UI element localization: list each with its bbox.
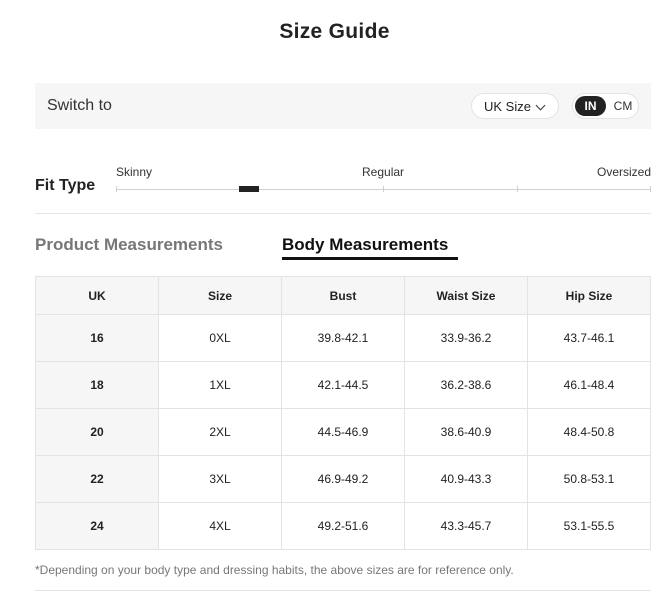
cell-bust: 44.5-46.9 — [282, 409, 405, 456]
fit-scale-tick — [517, 186, 518, 192]
cell-waist: 36.2-38.6 — [405, 362, 528, 409]
active-tab-indicator — [282, 257, 458, 260]
header-waist-size: Waist Size — [405, 277, 528, 315]
fit-type-label: Fit Type — [35, 177, 96, 194]
size-system-select[interactable] — [471, 93, 559, 119]
header-size: Size — [159, 277, 282, 315]
cell-uk: 24 — [36, 503, 159, 550]
unit-toggle — [572, 93, 639, 119]
cell-size: 2XL — [159, 409, 282, 456]
section-divider — [35, 213, 651, 214]
cell-bust: 49.2-51.6 — [282, 503, 405, 550]
tab-body-measurements[interactable]: Body Measurements — [282, 235, 449, 254]
cell-hip: 46.1-48.4 — [528, 362, 651, 409]
cell-hip: 48.4-50.8 — [528, 409, 651, 456]
table-header-row — [36, 277, 651, 315]
cell-uk: 16 — [36, 315, 159, 362]
cell-waist: 33.9-36.2 — [405, 315, 528, 362]
switch-label: Switch to — [47, 97, 112, 114]
header-uk: UK — [36, 277, 159, 315]
table-row — [36, 362, 651, 409]
page-title: Size Guide — [279, 20, 390, 43]
cell-size: 3XL — [159, 456, 282, 503]
size-table — [35, 276, 651, 550]
cell-waist: 38.6-40.9 — [405, 409, 528, 456]
header-hip-size: Hip Size — [528, 277, 651, 315]
unit-in-button[interactable]: IN — [575, 96, 606, 116]
table-row — [36, 409, 651, 456]
table-row — [36, 456, 651, 503]
fit-option-oversized: Oversized — [597, 165, 652, 179]
header-bust: Bust — [282, 277, 405, 315]
bottom-divider — [35, 590, 651, 591]
cell-bust: 39.8-42.1 — [282, 315, 405, 362]
cell-bust: 42.1-44.5 — [282, 362, 405, 409]
cell-uk: 22 — [36, 456, 159, 503]
cell-size: 4XL — [159, 503, 282, 550]
fit-option-skinny: Skinny — [116, 165, 153, 179]
cell-size: 0XL — [159, 315, 282, 362]
table-row — [36, 315, 651, 362]
cell-size: 1XL — [159, 362, 282, 409]
cell-waist: 40.9-43.3 — [405, 456, 528, 503]
cell-hip: 50.8-53.1 — [528, 456, 651, 503]
size-system-value: UK Size — [484, 98, 531, 114]
unit-switch-bar — [35, 83, 651, 129]
table-row — [36, 503, 651, 550]
cell-bust: 46.9-49.2 — [282, 456, 405, 503]
fit-scale-tick — [383, 186, 384, 192]
chevron-down-icon — [536, 101, 546, 111]
fit-scale-tick — [650, 186, 651, 192]
tab-product-measurements[interactable]: Product Measurements — [35, 235, 223, 254]
fit-indicator — [239, 186, 259, 192]
cell-hip: 53.1-55.5 — [528, 503, 651, 550]
reference-note: *Depending on your body type and dressing habits, the above sizes are for reference only. — [35, 563, 514, 577]
cell-hip: 43.7-46.1 — [528, 315, 651, 362]
cell-uk: 18 — [36, 362, 159, 409]
cell-uk: 20 — [36, 409, 159, 456]
fit-option-regular: Regular — [362, 165, 405, 179]
unit-cm-button[interactable]: CM — [613, 99, 633, 113]
fit-scale-tick — [116, 186, 117, 192]
cell-waist: 43.3-45.7 — [405, 503, 528, 550]
